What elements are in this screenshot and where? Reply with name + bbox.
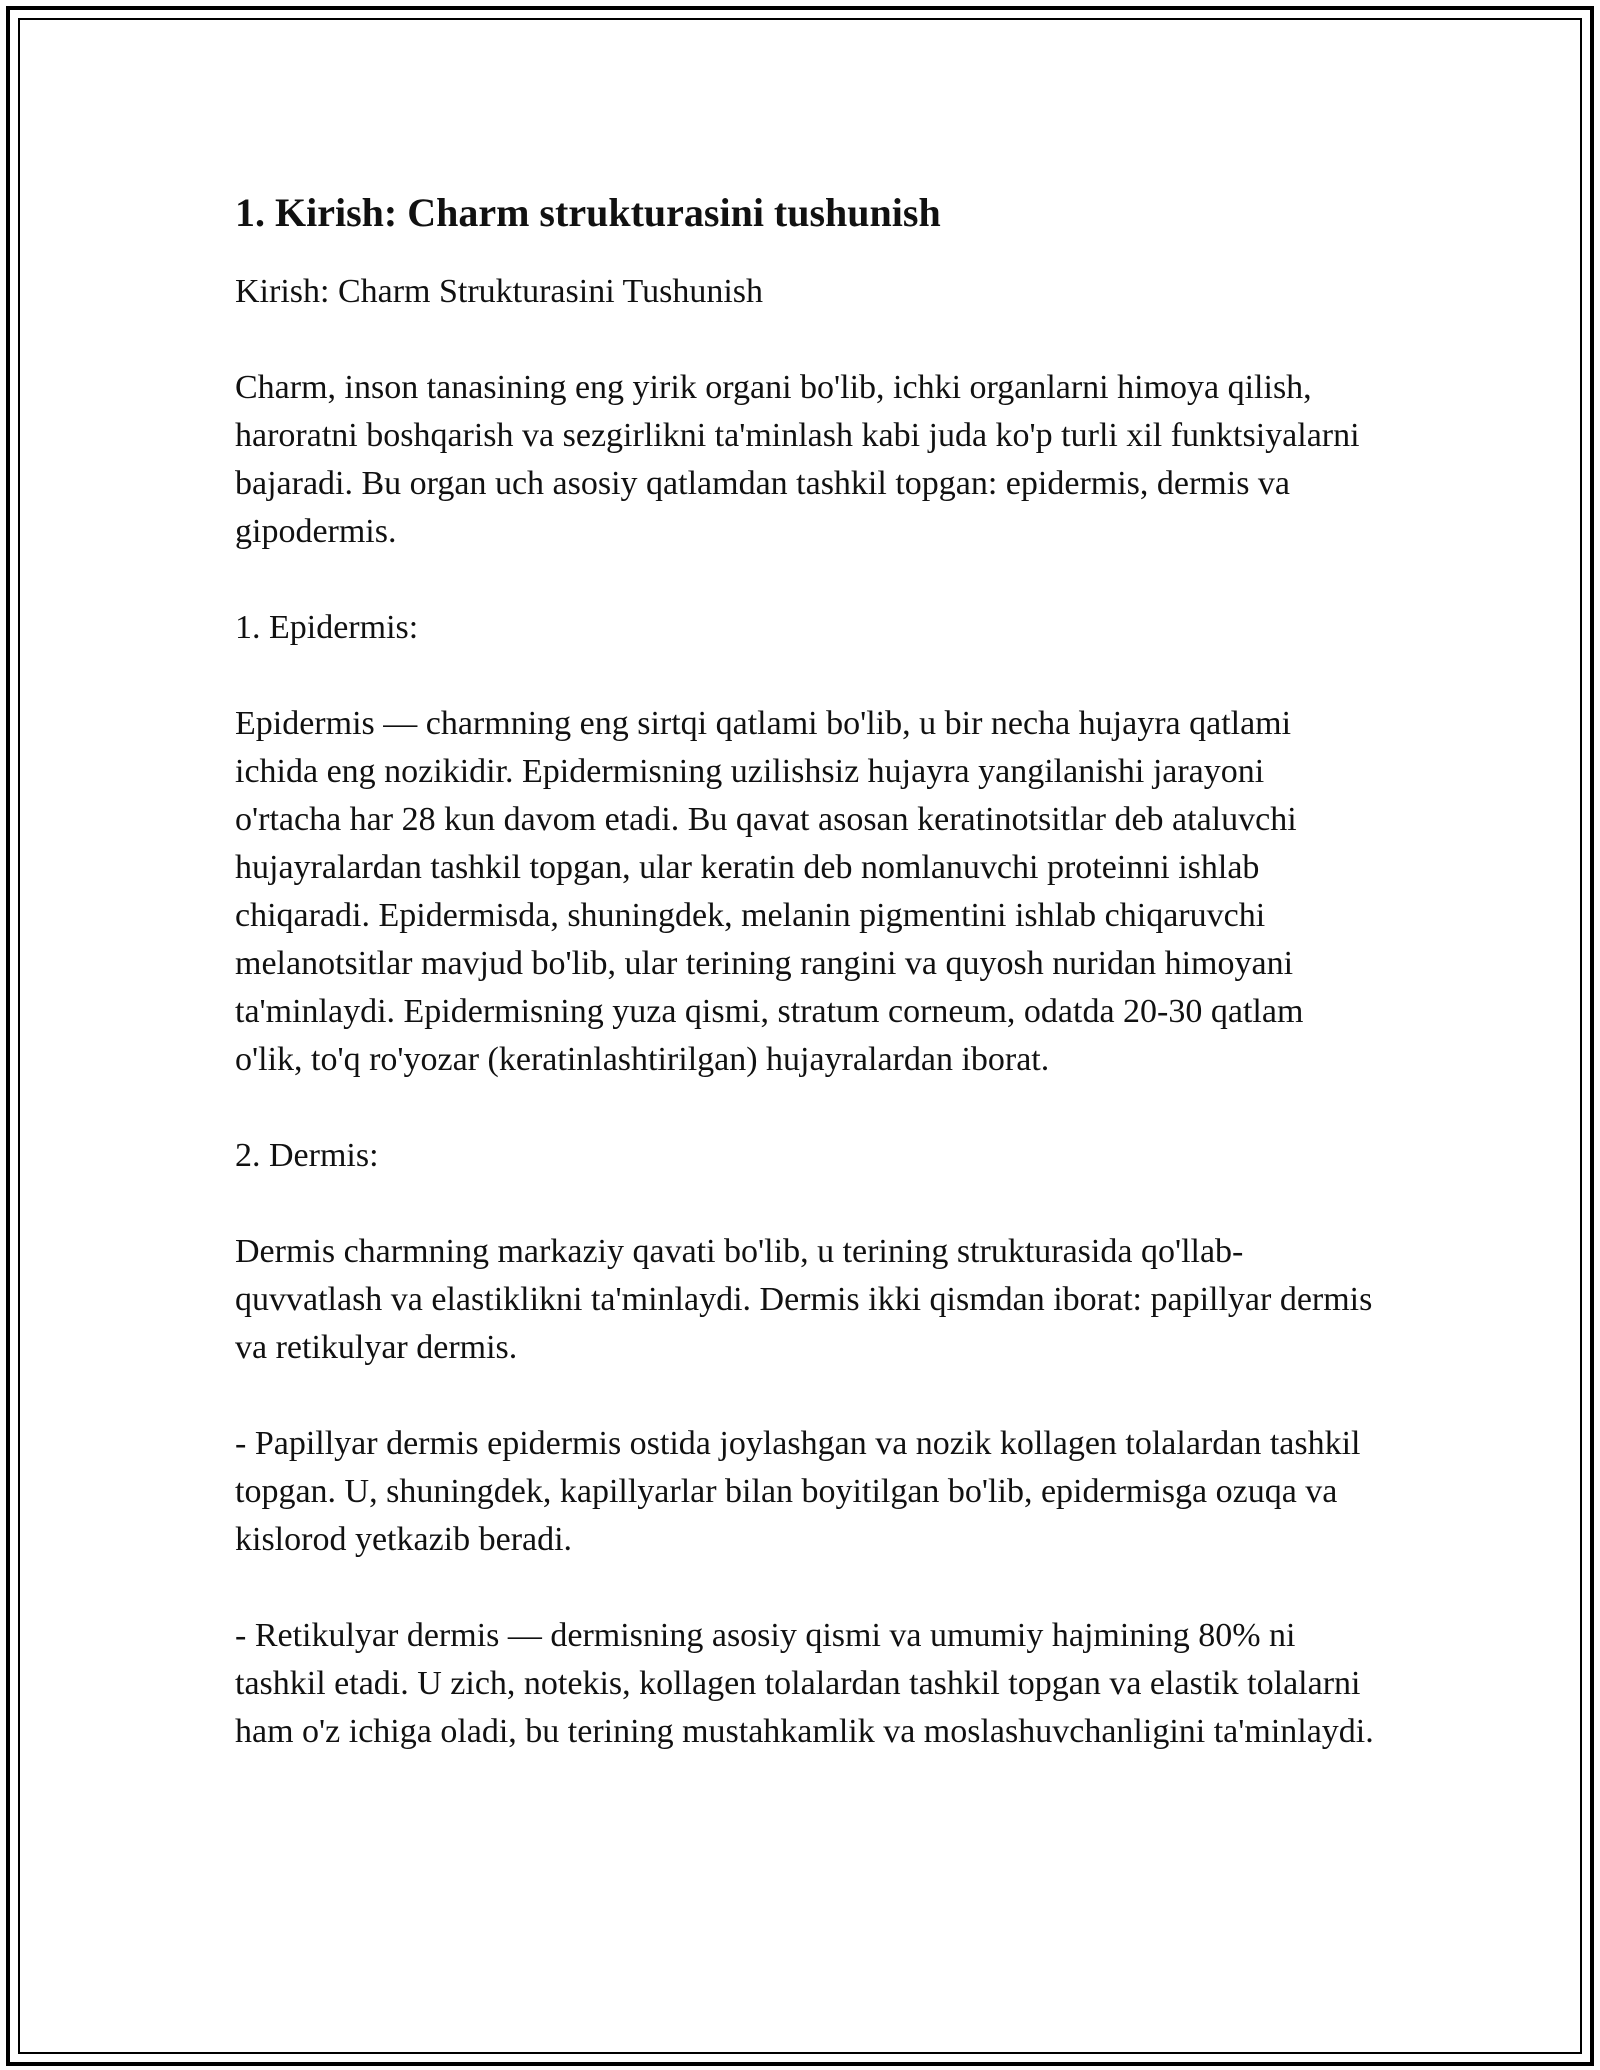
document-subtitle: Kirish: Charm Strukturasini Tushunish: [235, 273, 764, 310]
dermis-paragraph: Dermis charmning markaziy qavati bo'lib, u terining strukturasida qo'llab-quvvatlash va elastiklikni ta'minlaydi. Dermis ikki qismdan iborat: papillyar dermis va retikulyar dermis.: [235, 1233, 1373, 1366]
epidermis-paragraph: Epidermis — charmning eng sirtqi qatlami bo'lib, u bir necha hujayra qatlami ichida eng nozikidir. Epidermisning uzilishsiz hujayra yangilanishi jarayoni o'rtacha har 28 kun davom etadi. Bu qavat asosan keratinotsitlar deb ataluvchi hujayralardan tashkil topgan, ular keratin deb nomlanuvchi proteinni ishlab chiqaradi. Epidermisda, shuningdek, melanin pigmentini ishlab chiqaruvchi melanotsitlar mavjud bo'lib, ular terining rangini va quyosh nuridan himoyani ta'minlaydi. Epidermisning yuza qismi, stratum corneum, odatda 20-30 qatlam o'lik, to'q ro'yozar (keratinlashtirilgan) hujayralardan iborat.: [235, 705, 1304, 1078]
document-body: [235, 188, 1375, 1804]
reticular-dermis-paragraph: - Retikulyar dermis — dermisning asosiy qismi va umumiy hajmining 80% ni tashkil etadi. U zich, notekis, kollagen tolalardan tashkil topgan va elastik tolalarni ham o'z ichiga oladi, bu terining mustahkamlik va moslashuvchanligini ta'minlaydi.: [235, 1617, 1374, 1750]
papillary-dermis-paragraph: - Papillyar dermis epidermis ostida joylashgan va nozik kollagen tolalardan tashkil topgan. U, shuningdek, kapillyarlar bilan boyitilgan bo'lib, epidermisga ozuqa va kislorod yetkazib beradi.: [235, 1425, 1361, 1558]
page-title: 1. Kirish: Charm strukturasini tushunish: [235, 190, 941, 235]
intro-paragraph: Charm, inson tanasining eng yirik organi bo'lib, ichki organlarni himoya qilish, haroratni boshqarish va sezgirlikni ta'minlash kabi juda ko'p turli xil funktsiyalarni bajaradi. Bu organ uch asosiy qatlamdan tashkil topgan: epidermis, dermis va gipodermis.: [235, 369, 1360, 550]
section-heading-epidermis: 1. Epidermis:: [235, 609, 419, 646]
section-heading-dermis: 2. Dermis:: [235, 1137, 379, 1174]
